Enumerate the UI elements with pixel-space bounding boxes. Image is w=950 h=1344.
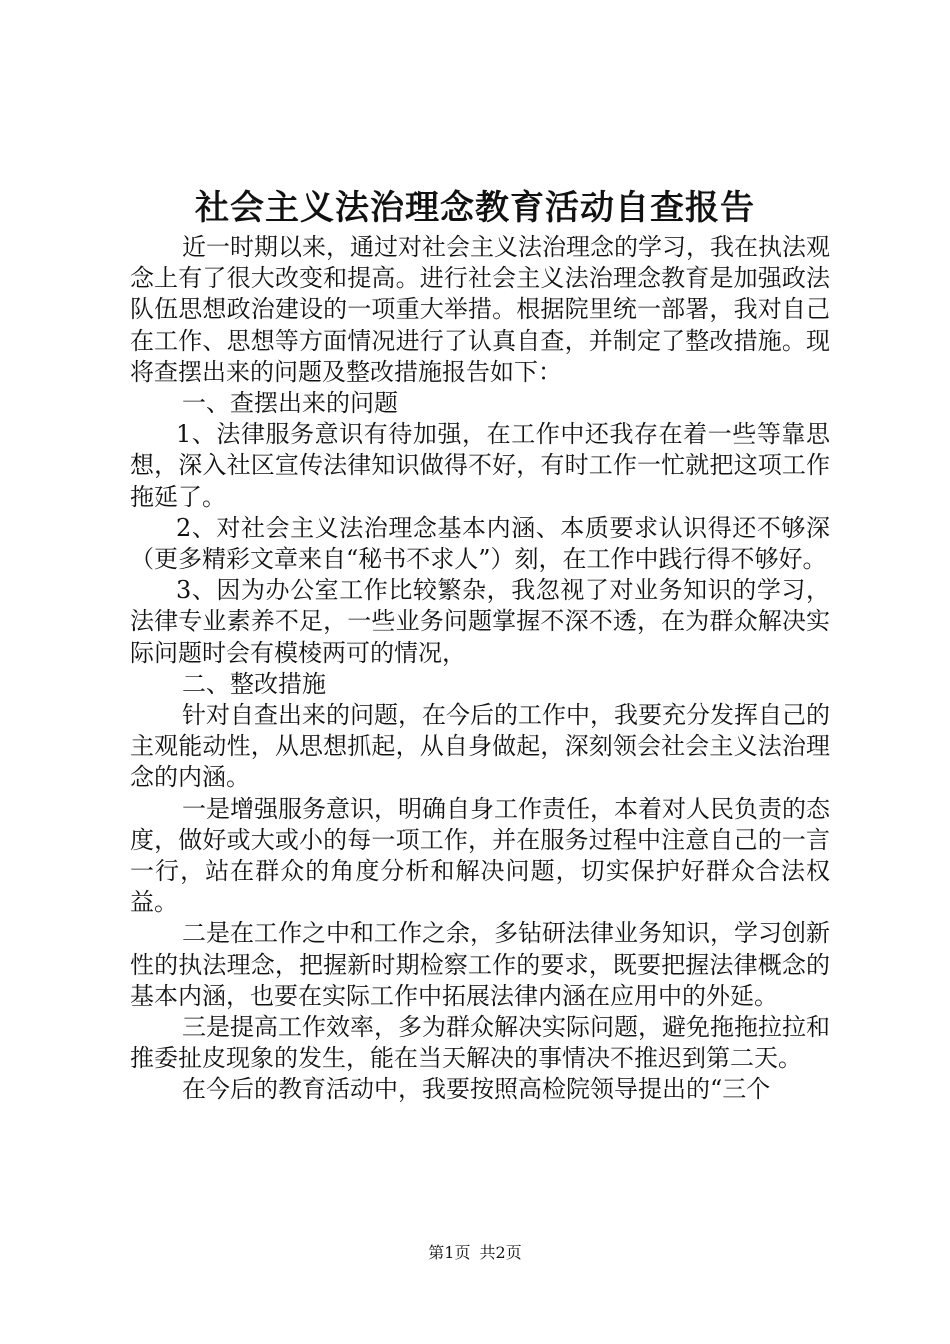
paragraph-measure-3: 三是提高工作效率，多为群众解决实际问题，避免拖拖拉拉和推委扯皮现象的发生，能在当天解决的事情决不推迟到第二天。 <box>130 1013 830 1073</box>
paragraph-intro: 近一时期以来，通过对社会主义法治理念的学习，我在执法观念上有了很大改变和提高。进行社会主义法治理念教育是加强政法队伍思想政治建设的一项重大举措。根据院里统一部署，我对自己在工作、思想等方面情况进行了认真自查，并制定了整改措施。现将查摆出来的问题及整改措施报告如下： <box>130 233 830 386</box>
section-heading-measures: 二、整改措施 <box>182 669 326 698</box>
paragraph-measure-1: 一是增强服务意识，明确自身工作责任，本着对人民负责的态度，做好或大或小的每一项工作，并在服务过程中注意自己的一言一行，站在群众的角度分析和解决问题，切实保护好群众合法权益。 <box>130 794 830 917</box>
paragraph-problem-2: 2、对社会主义法治理念基本内涵、本质要求认识得还不够深（更多精彩文章来自“秘书不求人”）刻，在工作中践行得不够好。 <box>130 513 830 574</box>
paragraph-closing: 在今后的教育活动中，我要按照高检院领导提出的“三个 <box>182 1075 771 1104</box>
page-total: 共2页 <box>479 1243 522 1262</box>
paragraph-measure-2: 二是在工作之中和工作之余，多钻研法律业务知识，学习创新性的执法理念，把握新时期检察工作的要求，既要把握法律概念的基本内涵，也要在实际工作中拓展法律内涵在应用中的外延。 <box>130 919 830 1010</box>
section-heading-problems: 一、查摆出来的问题 <box>182 389 398 418</box>
paragraph-problem-1: 1、法律服务意识有待加强，在工作中还我存在着一些等靠思想，深入社区宣传法律知识做得不好，有时工作一忙就把这项工作拖延了。 <box>130 420 830 511</box>
paragraph-measures-intro: 针对自查出来的问题，在今后的工作中，我要充分发挥自己的主观能动性，从思想抓起，从自身做起，深刻领会社会主义法治理念的内涵。 <box>130 701 830 792</box>
paragraph-problem-3: 3、因为办公室工作比较繁杂，我忽视了对业务知识的学习，法律专业素养不足，一些业务问题掌握不深不透，在为群众解决实际问题时会有模棱两可的情况， <box>130 576 830 667</box>
page-number: 第1页 <box>428 1243 471 1262</box>
page-footer <box>0 1242 950 1264</box>
document-body <box>130 232 830 1106</box>
document-title: 社会主义法治理念教育活动自查报告 <box>195 188 755 228</box>
